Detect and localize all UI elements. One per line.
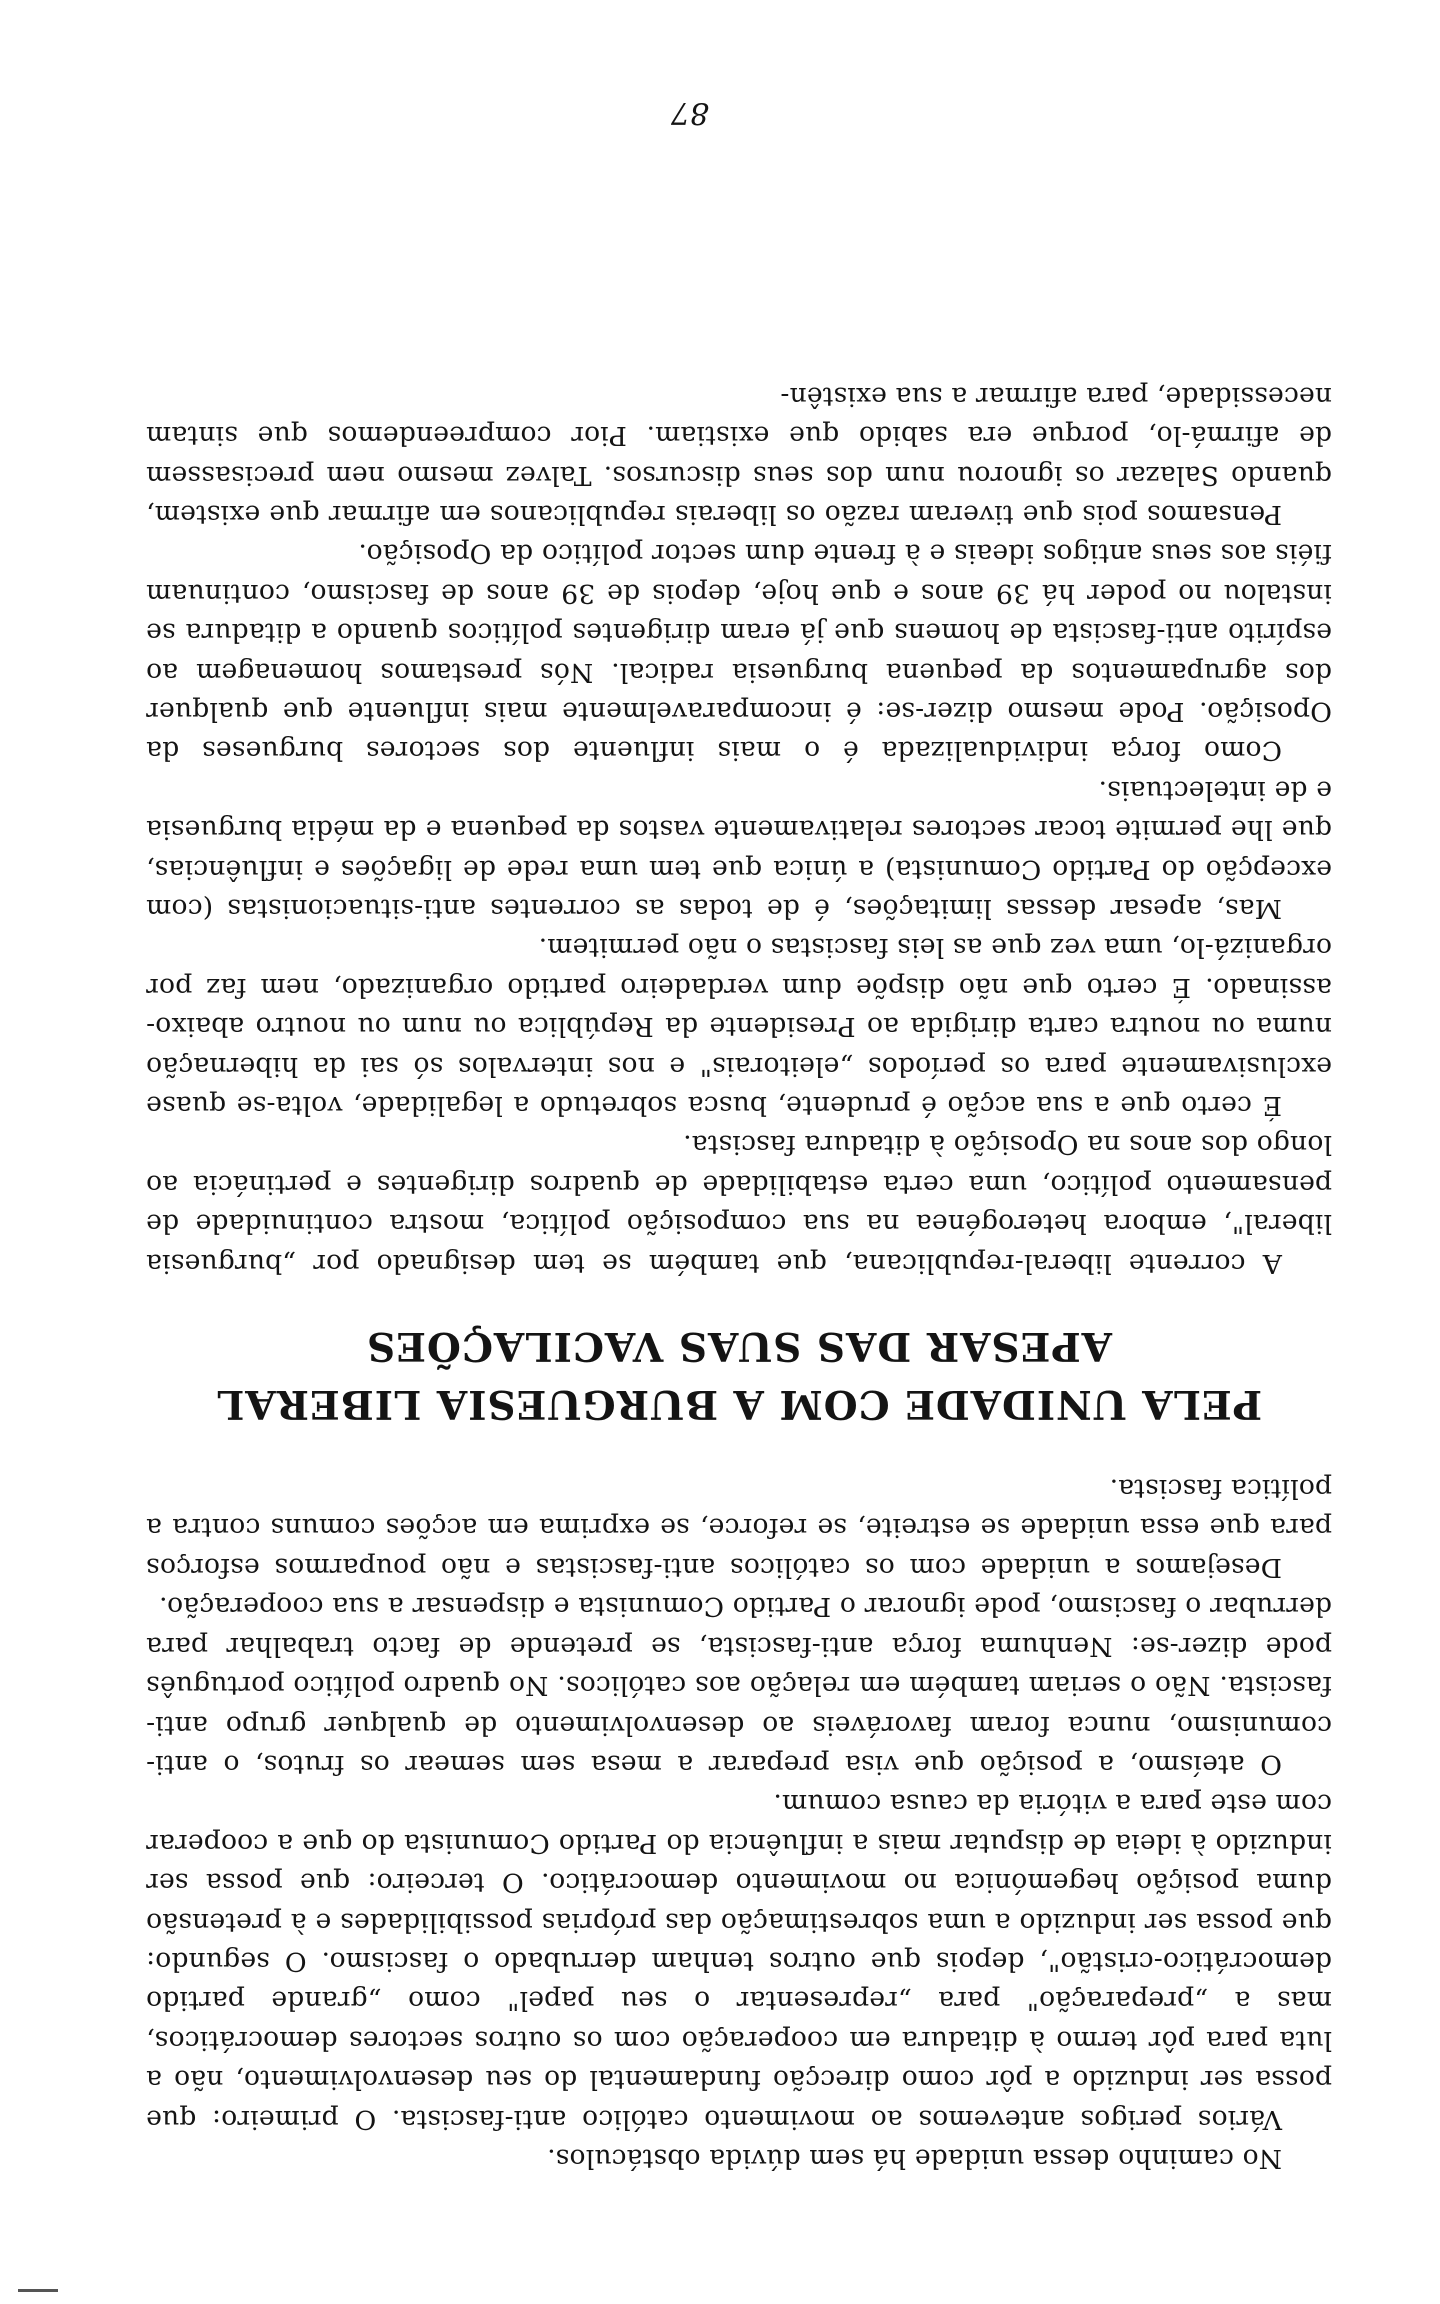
scan-edge-mark [18,2289,58,2292]
paragraph-catholic-dangers: Vários perigos antevemos ao movimento católico anti-fascista. O primeiro: que possa ser induzido a pôr como direcção fundamental do seu desenvolvimento, não a luta para pôr termo à ditadura em cooperação com os outros sectores democráticos, mas a „preparação" para „representar o seu papel" como „grande partido democrático-cristão", depois que outros tenham derrubado o fascismo. O segundo: que possa ser induzido a uma sobrestimação das próprias possibilidades e à pretensão duma posição hegemónica no movimento democrático. O terceiro: que possa ser induzido à ideia de disputar mais a influência do Partido Comunista do que a cooperar com este para a vitória da causa comum. [146,1788,1332,2135]
paragraph-republicans-right: Pensamos pois que tiveram razão os liberais republicanos em afirmar que existem, quando Salazar os ignorou num dos seus discursos. Talvez mesmo nem precisassem de afirmá-lo, porque era sabido que existiam. Pior compreendemos que sintam necessidade, para afirmar a sua existên- [146,380,1332,530]
section-heading [146,1317,1332,1433]
paragraph-obstacles: No caminho dessa unidade há sem dúvida obstáculos. [546,2143,1282,2174]
page-number: 87 [670,95,710,130]
paragraph-liberal-current: A corrente liberal-republicana, que também se tem designado por „burguesia liberal", embora heterogénea na sua composição política, mostra continuidade de pensamento político, uma certa estabilidade de quadros dirigentes e pertinácia ao longo dos anos na Oposição à ditadura fascista. [146,1129,1332,1279]
paragraph-limitations: Mas, apesar dessas limitações, é de todas as correntes anti-situacionistas (com excepção do Partido Comunista) a única que tem uma rede de ligações e influências, que lhe permite tocar sectores relativamente vastos da pequena e da média burguesia e de intelectuais. [146,774,1332,925]
page-body [146,376,1332,2178]
section-heading-line-2: APESAR DAS SUAS VACILAÇÕES [366,1322,1112,1369]
paragraph-prudent-action: É certo que a sua acção é prudente, busca sobretudo a legalidade, volta-se quase exclusivamente para os períodos „eleitorais" e nos intervalos só sai da hibernação numa ou noutra carta dirigida ao Presidente da República ou num ou noutro abaixo-assinado. É certo que não dispõe dum verdadeiro partido organizado, nem faz por organizá-lo, uma vez que as leis fascistas o não permitem. [146,932,1332,1122]
paragraph-individual-force: Como força individualizada é o mais influente dos sectores burgueses da Oposição. Pode mesmo dizer-se: é incomparavelmente mais influente que qualquer dos agrupamentos da pequena burguesia radical. Nós prestamos homenagem ao espírito anti-fascista de homens que já eram dirigentes políticos quando a ditadura se instalou no poder há 39 anos e que hoje, depois de 39 anos de fascismo, continuam fiéis aos seus antigos ideais e à frente dum sector político da Oposição. [146,538,1332,767]
section-heading-line-1: PELA UNIDADE COM A BURGUESIA LIBERAL [215,1380,1263,1427]
paragraph-desire-unity: Desejamos a unidade com os católicos anti-fascistas e não pouparmos esforços para que essa unidade se estreite, se reforce, se exprima em acções comuns contra a política fascista. [146,1473,1332,1583]
paragraph-atheism: O ateísmo, a posição que visa preparar a mesa sem semear os frutos, o anti-comunismo, nunca foram favoráveis ao desenvolvimento de qualquer grupo anti-fascista. Não o seriam também em relação aos católicos. No quadro político português pode dizer-se: Nenhuma força anti-fascista, se pretende de facto trabalhar para derrubar o fascismo, pode ignorar o Partido Comunista e dispensar a sua cooperação. [146,1591,1332,1780]
